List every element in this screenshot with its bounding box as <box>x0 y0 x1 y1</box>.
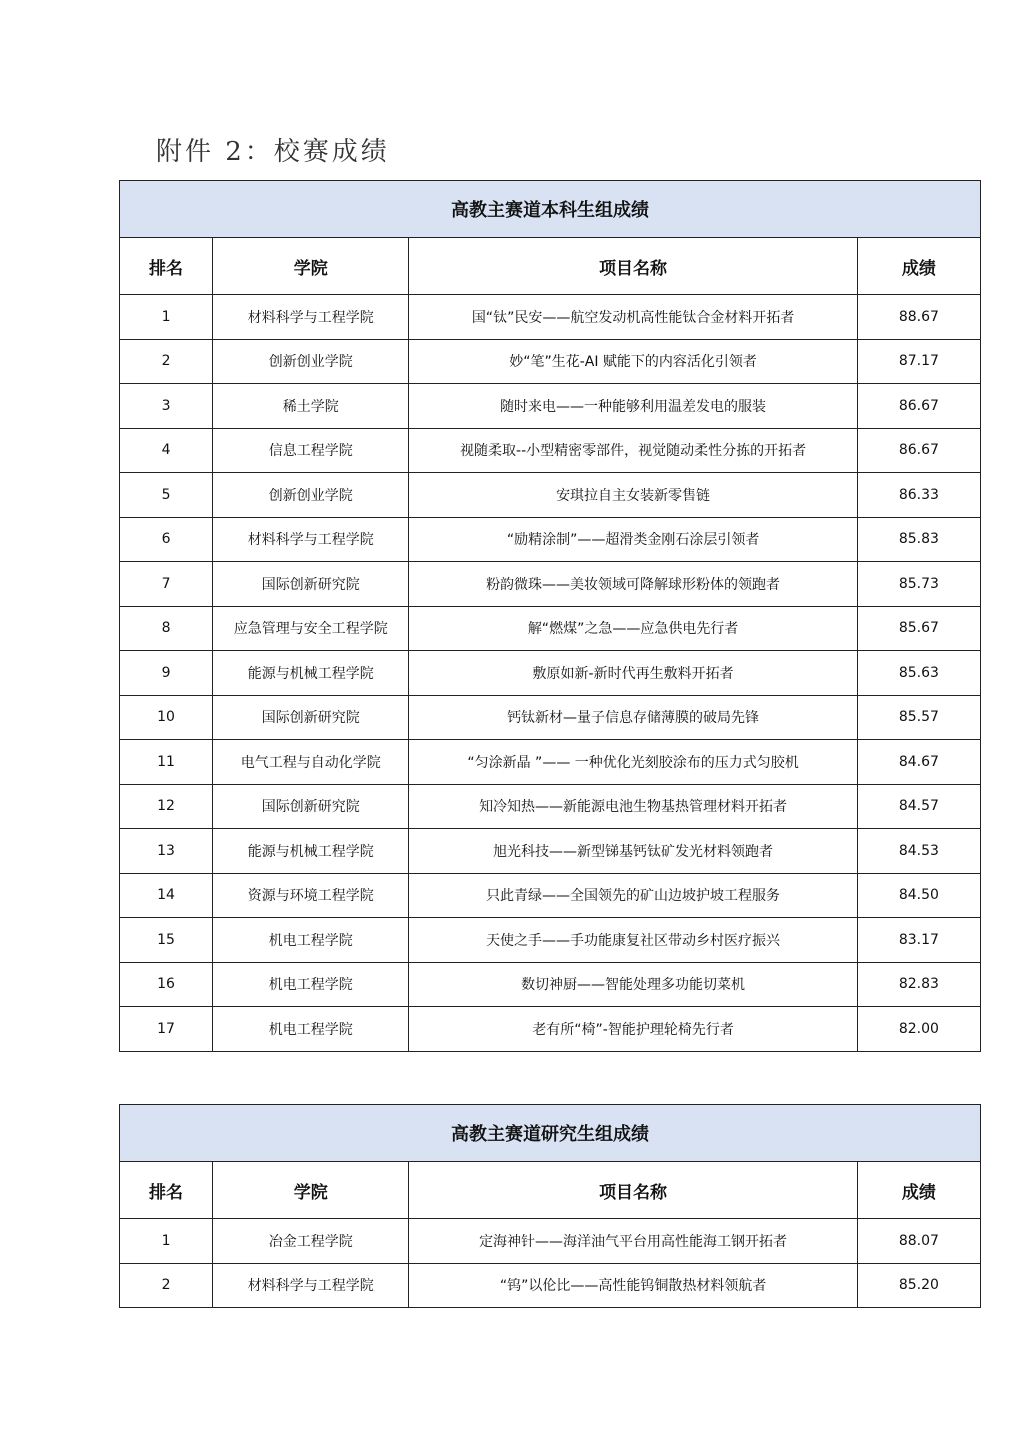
column-header-rank: 排名 <box>120 1162 213 1219</box>
table-row <box>120 295 981 340</box>
cell-rank: 12 <box>120 784 213 829</box>
cell-score: 84.53 <box>857 829 980 874</box>
cell-rank: 9 <box>120 651 213 696</box>
cell-college: 能源与机械工程学院 <box>213 829 409 874</box>
cell-college: 应急管理与安全工程学院 <box>213 606 409 651</box>
column-header-score: 成绩 <box>857 1162 980 1219</box>
table-caption-row <box>120 181 981 238</box>
cell-score: 85.83 <box>857 517 980 562</box>
cell-rank: 2 <box>120 1263 213 1308</box>
table-caption-row <box>120 1105 981 1162</box>
column-header-score: 成绩 <box>857 238 980 295</box>
table-row <box>120 918 981 963</box>
cell-college: 稀土学院 <box>213 384 409 429</box>
table-row <box>120 1263 981 1308</box>
undergraduate-score-table <box>119 180 981 1052</box>
table-title: 高教主赛道本科生组成绩 <box>120 181 981 238</box>
table-row <box>120 517 981 562</box>
table-header-row <box>120 238 981 295</box>
table-header-row <box>120 1162 981 1219</box>
cell-rank: 5 <box>120 473 213 518</box>
table-row <box>120 962 981 1007</box>
table-row <box>120 873 981 918</box>
cell-score: 86.67 <box>857 384 980 429</box>
table-row <box>120 1007 981 1052</box>
cell-score: 86.33 <box>857 473 980 518</box>
cell-score: 82.00 <box>857 1007 980 1052</box>
cell-rank: 11 <box>120 740 213 785</box>
cell-project: 粉韵微珠——美妆领域可降解球形粉体的领跑者 <box>409 562 858 607</box>
table-row <box>120 1219 981 1264</box>
table-row <box>120 651 981 696</box>
cell-rank: 13 <box>120 829 213 874</box>
cell-project: 知冷知热——新能源电池生物基热管理材料开拓者 <box>409 784 858 829</box>
cell-project: 天使之手——手功能康复社区带动乡村医疗振兴 <box>409 918 858 963</box>
cell-project: 老有所“椅”-智能护理轮椅先行者 <box>409 1007 858 1052</box>
cell-project: 妙“笔”生花-AI 赋能下的内容活化引领者 <box>409 339 858 384</box>
cell-college: 电气工程与自动化学院 <box>213 740 409 785</box>
cell-rank: 8 <box>120 606 213 651</box>
table-row <box>120 428 981 473</box>
cell-college: 信息工程学院 <box>213 428 409 473</box>
cell-score: 88.67 <box>857 295 980 340</box>
cell-score: 84.50 <box>857 873 980 918</box>
cell-score: 85.57 <box>857 695 980 740</box>
cell-score: 85.67 <box>857 606 980 651</box>
cell-college: 资源与环境工程学院 <box>213 873 409 918</box>
cell-score: 88.07 <box>857 1219 980 1264</box>
table-row <box>120 829 981 874</box>
cell-college: 能源与机械工程学院 <box>213 651 409 696</box>
cell-project: “励精涂制”——超滑类金刚石涂层引领者 <box>409 517 858 562</box>
cell-project: 只此青绿——全国领先的矿山边坡护坡工程服务 <box>409 873 858 918</box>
cell-score: 85.63 <box>857 651 980 696</box>
cell-college: 创新创业学院 <box>213 339 409 384</box>
cell-rank: 10 <box>120 695 213 740</box>
cell-college: 国际创新研究院 <box>213 562 409 607</box>
table-row <box>120 740 981 785</box>
cell-rank: 1 <box>120 1219 213 1264</box>
cell-score: 86.67 <box>857 428 980 473</box>
cell-score: 83.17 <box>857 918 980 963</box>
table-row <box>120 695 981 740</box>
cell-project: 视随柔取--小型精密零部件，视觉随动柔性分拣的开拓者 <box>409 428 858 473</box>
table-row <box>120 784 981 829</box>
cell-rank: 2 <box>120 339 213 384</box>
cell-college: 材料科学与工程学院 <box>213 1263 409 1308</box>
cell-project: 解“燃煤”之急——应急供电先行者 <box>409 606 858 651</box>
cell-rank: 1 <box>120 295 213 340</box>
cell-college: 创新创业学院 <box>213 473 409 518</box>
table-row <box>120 562 981 607</box>
table-title: 高教主赛道研究生组成绩 <box>120 1105 981 1162</box>
column-header-project: 项目名称 <box>409 238 858 295</box>
cell-score: 84.57 <box>857 784 980 829</box>
cell-college: 机电工程学院 <box>213 962 409 1007</box>
cell-project: 数切神厨——智能处理多功能切菜机 <box>409 962 858 1007</box>
cell-college: 机电工程学院 <box>213 1007 409 1052</box>
cell-rank: 14 <box>120 873 213 918</box>
cell-rank: 3 <box>120 384 213 429</box>
cell-score: 85.73 <box>857 562 980 607</box>
cell-college: 材料科学与工程学院 <box>213 517 409 562</box>
cell-score: 82.83 <box>857 962 980 1007</box>
cell-rank: 4 <box>120 428 213 473</box>
cell-project: “匀涂新晶 ”—— 一种优化光刻胶涂布的压力式匀胶机 <box>409 740 858 785</box>
column-header-project: 项目名称 <box>409 1162 858 1219</box>
cell-rank: 15 <box>120 918 213 963</box>
cell-college: 国际创新研究院 <box>213 784 409 829</box>
cell-project: 安琪拉自主女装新零售链 <box>409 473 858 518</box>
cell-rank: 6 <box>120 517 213 562</box>
cell-project: 旭光科技——新型锑基钙钛矿发光材料领跑者 <box>409 829 858 874</box>
cell-college: 冶金工程学院 <box>213 1219 409 1264</box>
cell-rank: 16 <box>120 962 213 1007</box>
cell-project: 国“钛”民安——航空发动机高性能钛合金材料开拓者 <box>409 295 858 340</box>
cell-college: 国际创新研究院 <box>213 695 409 740</box>
cell-rank: 17 <box>120 1007 213 1052</box>
cell-score: 85.20 <box>857 1263 980 1308</box>
cell-project: 钙钛新材—量子信息存储薄膜的破局先锋 <box>409 695 858 740</box>
cell-project: “钨”以伦比——高性能钨铜散热材料领航者 <box>409 1263 858 1308</box>
cell-project: 定海神针——海洋油气平台用高性能海工钢开拓者 <box>409 1219 858 1264</box>
page-heading: 附件 2：校赛成绩 <box>156 137 390 167</box>
cell-score: 84.67 <box>857 740 980 785</box>
table-row <box>120 384 981 429</box>
cell-rank: 7 <box>120 562 213 607</box>
graduate-score-table <box>119 1104 981 1308</box>
column-header-rank: 排名 <box>120 238 213 295</box>
column-header-college: 学院 <box>213 238 409 295</box>
cell-project: 敷原如新-新时代再生敷料开拓者 <box>409 651 858 696</box>
table-row <box>120 473 981 518</box>
cell-college: 材料科学与工程学院 <box>213 295 409 340</box>
table-row <box>120 606 981 651</box>
cell-score: 87.17 <box>857 339 980 384</box>
cell-project: 随时来电——一种能够利用温差发电的服装 <box>409 384 858 429</box>
column-header-college: 学院 <box>213 1162 409 1219</box>
table-row <box>120 339 981 384</box>
cell-college: 机电工程学院 <box>213 918 409 963</box>
